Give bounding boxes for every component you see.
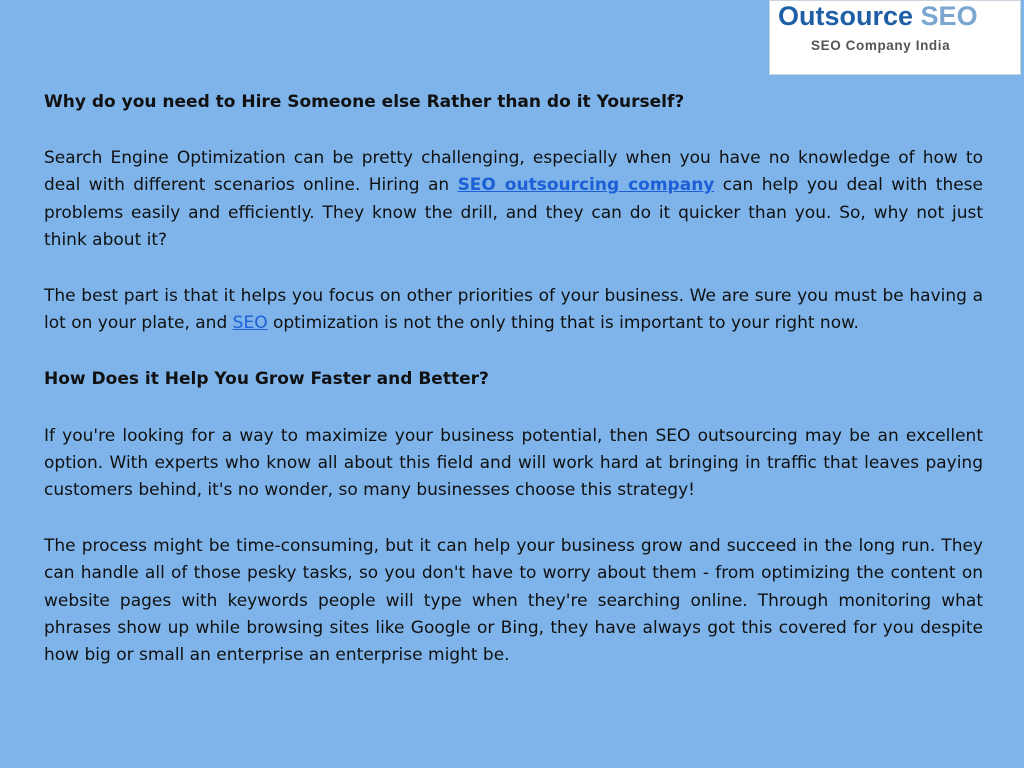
paragraph-priorities-text-2: optimization is not the only thing that is important to your right now. bbox=[267, 313, 859, 334]
company-logo[interactable] bbox=[769, 0, 1021, 75]
seo-link[interactable]: SEO bbox=[232, 313, 268, 334]
logo-title-seo: SEO bbox=[920, 1, 978, 31]
paragraph-process: The process might be time-consuming, but it can help your business grow and succeed in the long run. They can handle all of those pesky tasks, so you don't have to worry about them - from optimizing the content on website pages with keywords people will type when they're searching online. Through monitoring what phrases show up while browsing sites like Google or Bing, they have always got this covered for you despite how big or small an enterprise an enterprise might be. bbox=[44, 536, 983, 666]
logo-title bbox=[778, 1, 978, 32]
paragraph-intro-text-2: can help you deal with these problems easily and efficiently. They know the drill, and they can do it quicker than you. So, why not just think about it? bbox=[44, 175, 983, 250]
paragraph-priorities-text-1: The best part is that it helps you focus on other priorities of your business. We are sure you must be having a lot on your plate, and bbox=[44, 286, 983, 334]
section-heading-grow: How Does it Help You Grow Faster and Better? bbox=[44, 369, 489, 390]
article-body bbox=[44, 89, 983, 698]
logo-title-outsource: Outsource bbox=[778, 1, 914, 31]
paragraph-intro bbox=[44, 145, 983, 254]
seo-outsourcing-company-link[interactable]: SEO outsourcing company bbox=[457, 175, 715, 196]
paragraph-priorities bbox=[44, 283, 983, 337]
logo-subtitle: SEO Company India bbox=[811, 38, 951, 53]
paragraph-intro-text-1: Search Engine Optimization can be pretty challenging, especially when you have no knowledge of how to deal with different scenarios online. Hiring an bbox=[44, 148, 983, 196]
paragraph-potential: If you're looking for a way to maximize your business potential, then SEO outsourcing may be an excellent option. With experts who know all about this field and will work hard at bringing in traffic that leaves paying customers behind, it's no wonder, so many businesses choose this strategy! bbox=[44, 425, 983, 501]
section-heading-hire: Why do you need to Hire Someone else Rather than do it Yourself? bbox=[44, 92, 685, 112]
